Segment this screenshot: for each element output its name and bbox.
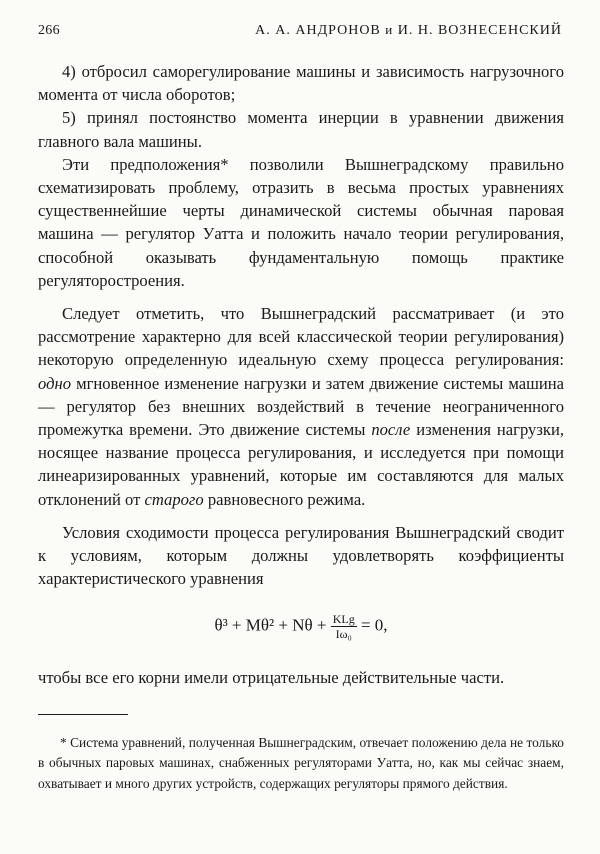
list-item-4: 4) отбросил саморегулирование машины и зависимость нагрузочного момента от числа оборотов; — [38, 62, 564, 105]
formula-fraction — [331, 612, 357, 641]
author-1: А. А. АНДРОНОВ — [255, 23, 381, 38]
list-item-5: 5) принял постоянство момента инерции в уравнении движения главного вала машины. — [38, 108, 564, 151]
paragraph-2-part-b: мгновенное изменение нагрузки и затем движение системы машина — регулятор без внешних воздействий в течение неограниченного промежутка времени. Это движение системы — [38, 373, 564, 440]
paragraph-1: Эти предположения* позволили Вышнеградскому правильно схематизировать проблему, отразить в весьма простых уравнениях существеннейшие черты динамической системы обычная паровая машина — регулятор Уатта и положить начало теории регулирования, способной оказывать фундаментальную помощь практике регуляторостроения. — [38, 154, 564, 290]
paragraph-3: Условия сходимости процесса регулирования Вышнеградский сводит к условиям, которым должны удовлетворять коэффициенты характеристического уравнения — [38, 522, 564, 589]
paragraph-2-part-a: Следует отметить, что Вышнеградский рассматривает (и это рассмотрение характерно для всей классической теории регулирования) некоторую определенную идеальную схему процесса регулирования: — [38, 304, 564, 370]
author-conjunction: и — [385, 22, 394, 37]
fraction-numerator: KLg — [332, 612, 355, 627]
paragraph-4: чтобы все его корни имели отрицательные действительные части. — [38, 668, 505, 688]
paragraph-2 — [38, 302, 564, 511]
page — [38, 22, 564, 808]
footnote-rule — [38, 714, 128, 715]
paragraph-2-part-d: равновесного режима. — [203, 489, 366, 509]
header-authors — [255, 22, 562, 39]
page-number: 266 — [38, 23, 60, 38]
characteristic-equation — [38, 612, 564, 648]
fraction-denominator: Iω₀ — [335, 627, 352, 642]
body-text — [38, 60, 564, 690]
paragraph-2-part-c: изменения нагрузки, носящее название процесса регулирования, и исследуется при помощи линеаризированных уравнений, которые им составляются для малых отклонений от — [38, 420, 564, 509]
emphasis-starogo: старого — [144, 489, 204, 509]
footnote: * Система уравнений, полученная Вышнеградским, отвечает положению дела не только в обычных паровых машинах, снабженных регуляторами Уатта, но, как мы сейчас знаем, охватывает и много других устройств, содержащих регуляторы прямого действия. — [38, 734, 564, 791]
formula-right: = 0, — [360, 615, 388, 635]
running-header — [38, 22, 564, 44]
formula-left: θ³ + Mθ² + Nθ + — [214, 615, 327, 635]
emphasis-odno: одно — [38, 373, 72, 393]
author-2: И. Н. ВОЗНЕСЕНСКИЙ — [397, 23, 562, 38]
emphasis-posle: после — [371, 420, 411, 440]
